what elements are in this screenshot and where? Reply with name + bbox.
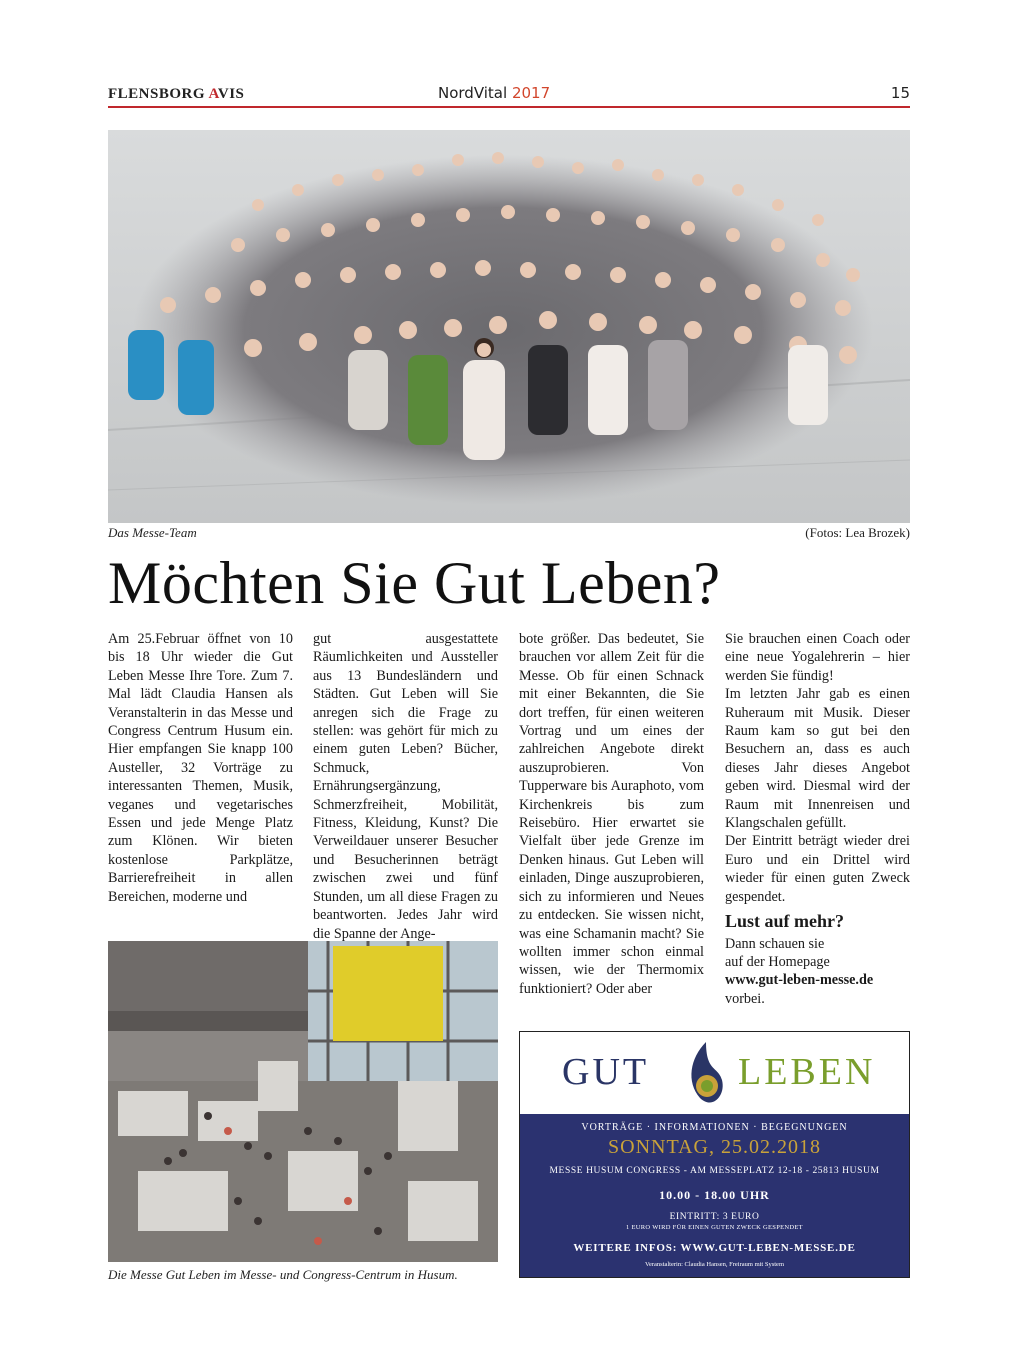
column-3-text: bote größer. Das bedeutet, Sie brauchen vor allem Zeit für die Messe. Ob für einen Schnack mit einer Bekannten, die Sie dort treffen, für einen weiteren Vortrag und um eines der zahlreichen Angebote direkt auszuprobieren. Von Tupperware bis Auraphoto, vom Kirchenkreis bis zum Reisebüro. Hier erwartet sie Vielfalt über jede Grenze im Denken hinaus. Gut Leben will einladen, Dinge auszuprobieren, sich zu informieren und Neues zu entdecken. Sie wissen nicht, was eine Schamanin macht? Sie wollten immer schon einmal wissen, wie der Thermomix funktioniert? Oder aber <box>519 631 704 997</box>
homepage-link[interactable]: www.gut-leben-messe.de <box>725 972 874 989</box>
column-4-para-1: Sie brauchen einen Coach oder eine neue Yogalehrerin – hier werden Sie fündig! <box>725 631 910 684</box>
header-rule <box>108 106 910 108</box>
column-4-para-3: Der Eintritt beträgt wieder drei Euro und ein Drittel wird wieder für einen guten Zweck gespendet. <box>725 833 910 905</box>
article-column-2 <box>313 630 498 943</box>
team-photo <box>108 130 910 523</box>
page-title: Möchten Sie Gut Leben? <box>108 550 721 616</box>
ad-organizer: Veranstalterin: Claudia Hansen, Freiraum mit System <box>645 1261 784 1268</box>
leaf-logo-icon <box>680 1038 730 1114</box>
column-4-para-4b: auf der Homepage <box>725 953 830 970</box>
column-2-text: gut ausgestattete Räumlichkeiten und Aussteller aus 13 Bundesländern und Städten. Gut Leben will Sie anregen sich die Frage zu stellen: was gehört für mich zu einem guten Leben? Bücher, Schmuck, Ernährungsergänzung, Schmerzfreiheit, Mobilität, Fitness, Kleidung, Kunst? Die Verweildauer unserer Besucher und Besucherinnen beträgt zwischen zwei und fünf Stunden, um all diese Fragen zu beantworten. Jedes Jahr wird die Spanne der Ange- <box>313 631 498 942</box>
column-1-text: Am 25.Februar öffnet von 10 bis 18 Uhr wieder die Gut Leben Messe Ihre Tore. Zum 7. Mal lädt Claudia Hansen als Veranstalterin in das Messe und Congress Centrum Husum ein. Hier empfangen Sie knapp 100 Austeller, 32 Vorträge zu interessanten Themen, Musik, veganes und vegetarisches Essen und jede Menge Platz zum Klönen. Wir bieten kostenlose Parkplätze, Barrierefreiheit in allen Bereichen, moderne und <box>108 631 293 905</box>
ad-time: 10.00 - 18.00 UHR <box>659 1188 770 1202</box>
article-column-3 <box>519 630 704 998</box>
column-4-para-4c: vorbei. <box>725 990 765 1007</box>
team-photo-caption: Das Messe-Team <box>108 525 197 540</box>
magazine-title: NordVital 2017 <box>438 84 551 102</box>
subheading: Lust auf mehr? <box>725 911 845 932</box>
ad-website[interactable]: WEITERE INFOS: WWW.GUT-LEBEN-MESSE.DE <box>573 1242 856 1254</box>
ad-location: MESSE HUSUM CONGRESS - AM MESSEPLATZ 12-18 - 25813 HUSUM <box>549 1166 880 1176</box>
article-column-4 <box>725 630 910 1008</box>
newspaper-brand: FLENSBORG AVIS <box>108 86 245 102</box>
ad-tagline: VORTRÄGE · INFORMATIONEN · BEGEGNUNGEN <box>581 1122 848 1133</box>
ad-date: SONNTAG, 25.02.2018 <box>608 1136 821 1158</box>
fair-hall-photo <box>108 941 498 1262</box>
ad-entry-note: 1 EURO WIRD FÜR EINEN GUTEN ZWECK GESPENDET <box>626 1224 803 1231</box>
ad-logo-leben: LEBEN <box>738 1051 876 1093</box>
photo-credit: (Fotos: Lea Brozek) <box>805 525 910 540</box>
page-number: 15 <box>890 84 910 102</box>
ad-entry-fee: EINTRITT: 3 EURO <box>669 1212 760 1222</box>
gut-leben-advertisement <box>519 1031 910 1278</box>
column-4-para-4a: Dann schauen sie <box>725 935 825 952</box>
ad-info-panel <box>520 1114 909 1277</box>
column-4-para-2: Im letzten Jahr gab es einen Ruheraum mit Musik. Dieser Raum kam so gut bei den Besuchern an, dass es auch dieses Jahr dieses Angebot geben wird. Diesmal wird der Raum mit Innenreisen und Klangschalen gefüllt. <box>725 686 910 832</box>
ad-logo-gut: GUT <box>562 1051 650 1093</box>
ad-logo-area <box>520 1032 909 1114</box>
fair-photo-caption: Die Messe Gut Leben im Messe- und Congress-Centrum in Husum. <box>108 1267 458 1282</box>
article-column-1 <box>108 630 293 906</box>
